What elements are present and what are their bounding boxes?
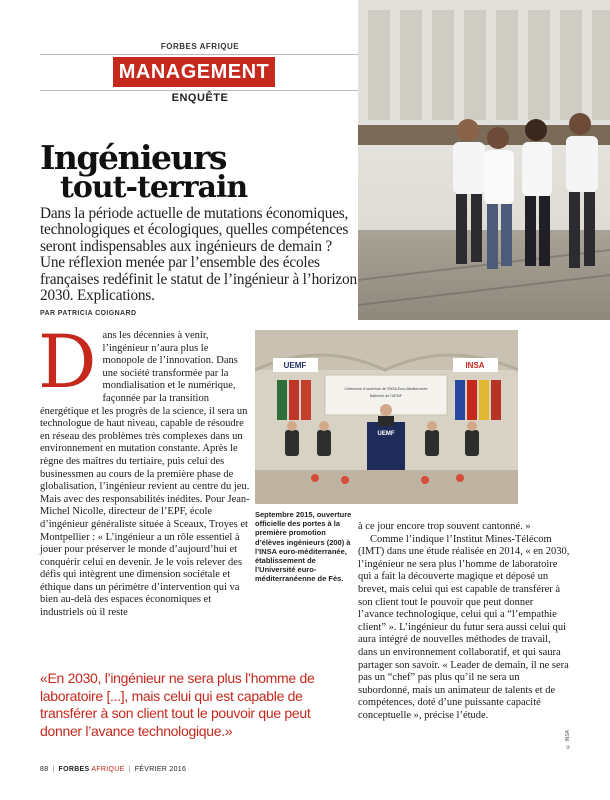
- body-column-1: [38, 320, 250, 620]
- header-rule-top: [40, 54, 360, 55]
- photo-credit: © INSA: [565, 730, 571, 750]
- footer-date: FÉVRIER 2016: [134, 766, 187, 773]
- banner-line-2: Bâtiment de l’UEMF: [370, 394, 402, 398]
- drop-cap: D: [38, 320, 97, 405]
- page-footer: 88 | FORBES AFRIQUE | FÉVRIER 2016: [40, 766, 187, 773]
- sign-insa: INSA: [465, 361, 485, 370]
- byline: PAR PATRICIA COIGNARD: [40, 310, 137, 317]
- photo-caption: Septembre 2015, ouverture officielle des portes à la première promotion d’élèves ingénieurs (200) à l’INSA euro-méditerranée, établissement de l’Université euro-méditerranéenne de Fès.: [255, 510, 352, 584]
- ceremony-photo: [255, 330, 518, 504]
- article-subtitle: tout-terrain: [60, 170, 248, 205]
- pull-quote: «En 2030, l’ingénieur ne sera plus l’homme de laboratoire [...], mais celui qui est capable de transférer à son client tout le pouvoir que peut donner l’avance technologique.»: [40, 670, 315, 739]
- podium-sign: UEMF: [377, 431, 395, 437]
- body-paragraph: ans les décennies à venir, l’ingénieur n’aura plus le monopole de l’innovation. Dans une société transformée par la mondialisation et le numérique, façonnée par la transition énergétique et les progrès de la science, il sera un technologue de haut niveau, capable de résoudre en réseau des problèmes très complexes dans un environnement en mutation constante. Après le règne des maîtres du tertiaire, puis celui des businessmen au cours de la première phase de globalisation, l’ingénieur revient au centre du jeu. Mais avec des responsabilités inédites. Pour Jean-Michel Nicolle, directeur de l’EPF, école d’ingénieur généraliste située à Sceaux, Troyes et Montpellier : « L’ingénieur a un rôle essentiel à jouer pour préserver le monde d’aujourd’hui et conquérir celui en devenir. Je le vois relever des défis qui intègrent une dimension sociétale et éthique dans un périmètre d’intervention qui va bien au-delà des espaces économiques et industriels où il reste: [40, 330, 250, 619]
- hero-photo: [358, 0, 610, 320]
- subsection-label: ENQUÊTE: [171, 92, 229, 104]
- section-badge: MANAGEMENT: [113, 57, 275, 87]
- page-number: 88: [40, 766, 49, 773]
- header-rule-bottom: [40, 90, 360, 91]
- footer-brand: FORBES: [58, 766, 90, 773]
- body-paragraph: Comme l’indique l’Institut Mines-Télécom (IMT) dans une étude réalisée en 2014, « en 2030, l’ingénieur ne sera plus l’homme de laboratoire qui a fait la découverte magique et déposé un brevet, mais celui qui est capable de transférer à son client tout le pouvoir que peut donner l’avance technologique, celui qui a “l’empathie client” ». L’ingénieur du futur sera aussi celui qui aura intégré de nouvelles méthodes de travail, dans un environnement collaboratif, et qui saura partager son savoir. « Leader de demain, il ne sera pas un “chef” pas plus qu’il ne sera un subordonné, mais un animateur de talents et de compétences, doté d’une puissante capacité conceptuelle », précise l’étude.: [358, 533, 570, 721]
- body-paragraph: à ce jour encore trop souvent cantonné. »: [358, 521, 531, 532]
- body-column-2: [358, 521, 570, 723]
- article-title: Ingénieurs: [40, 138, 226, 177]
- banner-line-1: Cérémonie d’ouverture de l’INSA Euro-Méditerranée: [344, 387, 428, 391]
- sign-uemf: UEMF: [283, 361, 307, 370]
- article-lede: Dans la période actuelle de mutations économiques, technologiques et écologiques, quelles compétences seront indispensables aux ingénieurs de demain ? Une réflexion menée par l’ensemble des écoles françaises redéfinit le statut de l’ingénieur à l’horizon 2030. Explications.: [40, 205, 357, 305]
- footer-brand-accent: AFRIQUE: [91, 766, 125, 773]
- magazine-brand: FORBES AFRIQUE: [160, 42, 240, 51]
